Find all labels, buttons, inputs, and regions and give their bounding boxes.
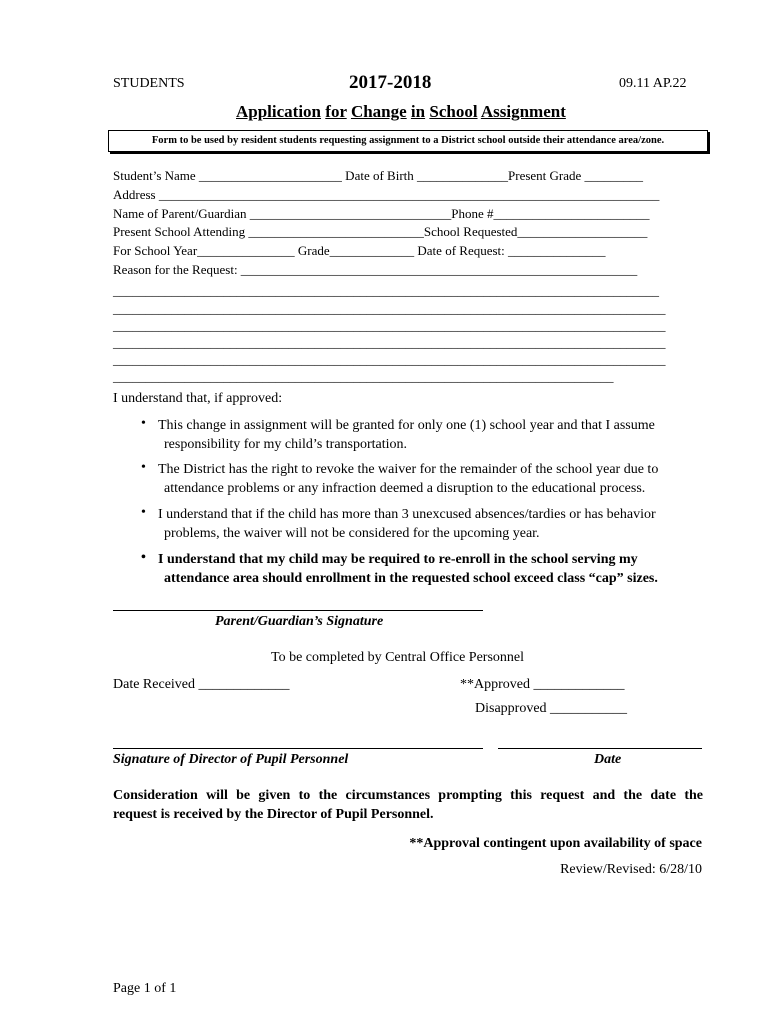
bullet-line: attendance problems or any infraction deemed a disruption to the educational process. [164,481,646,496]
date-label: Date [594,752,622,767]
student-info-line[interactable]: Student’s Name ______________________ Date of Birth ______________Present Grade _________ [113,168,644,183]
bullet-text [158,416,703,454]
reason-line[interactable]: Reason for the Request: _____________________________________________________________ [113,262,638,277]
parent-phone-line[interactable]: Name of Parent/Guardian _______________________________Phone #________________________ [113,206,650,221]
bullet-line: attendance area should enrollment in the requested school exceed class “cap” sizes. [164,571,658,586]
parent-signature-line[interactable] [113,610,483,611]
bullet-text-emphasis [158,550,703,588]
bullet-line: responsibility for my child’s transportation. [164,437,408,452]
reason-blank-line[interactable]: ____________________________________________________________________________________ [113,283,659,298]
year-grade-line[interactable]: For School Year_______________ Grade_____________ Date of Request: _______________ [113,243,606,258]
understand-intro: I understand that, if approved: [113,391,283,406]
parent-signature-label: Parent/Guardian’s Signature [215,614,384,629]
bullet-line: This change in assignment will be granted for only one (1) school year and that I assume [158,418,655,433]
title-word: School [429,102,478,121]
title-word: in [410,102,426,121]
school-line[interactable]: Present School Attending ___________________________School Requested____________________ [113,224,648,239]
reason-blank-line[interactable]: _____________________________________________________________________________________ [113,352,666,367]
bullet-icon: • [141,550,146,565]
title-word: for [325,102,347,121]
header-section-label: STUDENTS [113,76,185,91]
bullet-icon: • [141,416,146,431]
revision-date: Review/Revised: 6/28/10 [560,862,702,877]
date-received-field[interactable]: Date Received _____________ [113,677,290,692]
address-line[interactable]: Address _____________________________________________________________________________ [113,187,660,202]
director-signature-line[interactable] [113,748,483,749]
bullet-line: problems, the waiver will not be considered for the upcoming year. [164,526,540,541]
form-title [236,102,566,122]
bullet-icon: • [141,460,146,475]
approval-note: **Approval contingent upon availability of space [409,836,702,851]
consideration-line: request is received by the Director of Pupil Personnel. [113,807,434,822]
bullet-line: I understand that my child may be required to re-enroll in the school serving my [158,552,638,567]
approved-field[interactable]: **Approved _____________ [460,677,625,692]
bullet-text [158,460,703,498]
page-number: Page 1 of 1 [113,981,177,996]
title-word: Application [236,102,322,121]
consideration-line: Consideration will be given to the circumstances prompting this request and the date the [113,788,703,803]
usage-note-box: Form to be used by resident students requesting assignment to a District school outside their attendance area/zone. [108,130,708,152]
date-signature-line[interactable] [498,748,702,749]
director-signature-label: Signature of Director of Pupil Personnel [113,752,349,767]
consideration-text [113,786,703,824]
header-policy-code: 09.11 AP.22 [619,76,687,91]
title-word: Assignment [480,102,566,121]
bullet-icon: • [141,505,146,520]
header-year: 2017-2018 [349,72,432,93]
bullet-line: I understand that if the child has more than 3 unexcused absences/tardies or has behavior [158,507,656,522]
bullet-text [158,505,703,543]
reason-blank-line[interactable]: _____________________________________________________________________________________ [113,335,666,350]
disapproved-field[interactable]: Disapproved ___________ [475,701,628,716]
office-heading: To be completed by Central Office Personnel [271,650,525,665]
reason-blank-line[interactable]: _____________________________________________________________________________ [113,369,614,384]
title-word: Change [350,102,407,121]
reason-blank-line[interactable]: _____________________________________________________________________________________ [113,301,666,316]
reason-blank-line[interactable]: _____________________________________________________________________________________ [113,318,666,333]
bullet-line: The District has the right to revoke the waiver for the remainder of the school year due to [158,462,659,477]
